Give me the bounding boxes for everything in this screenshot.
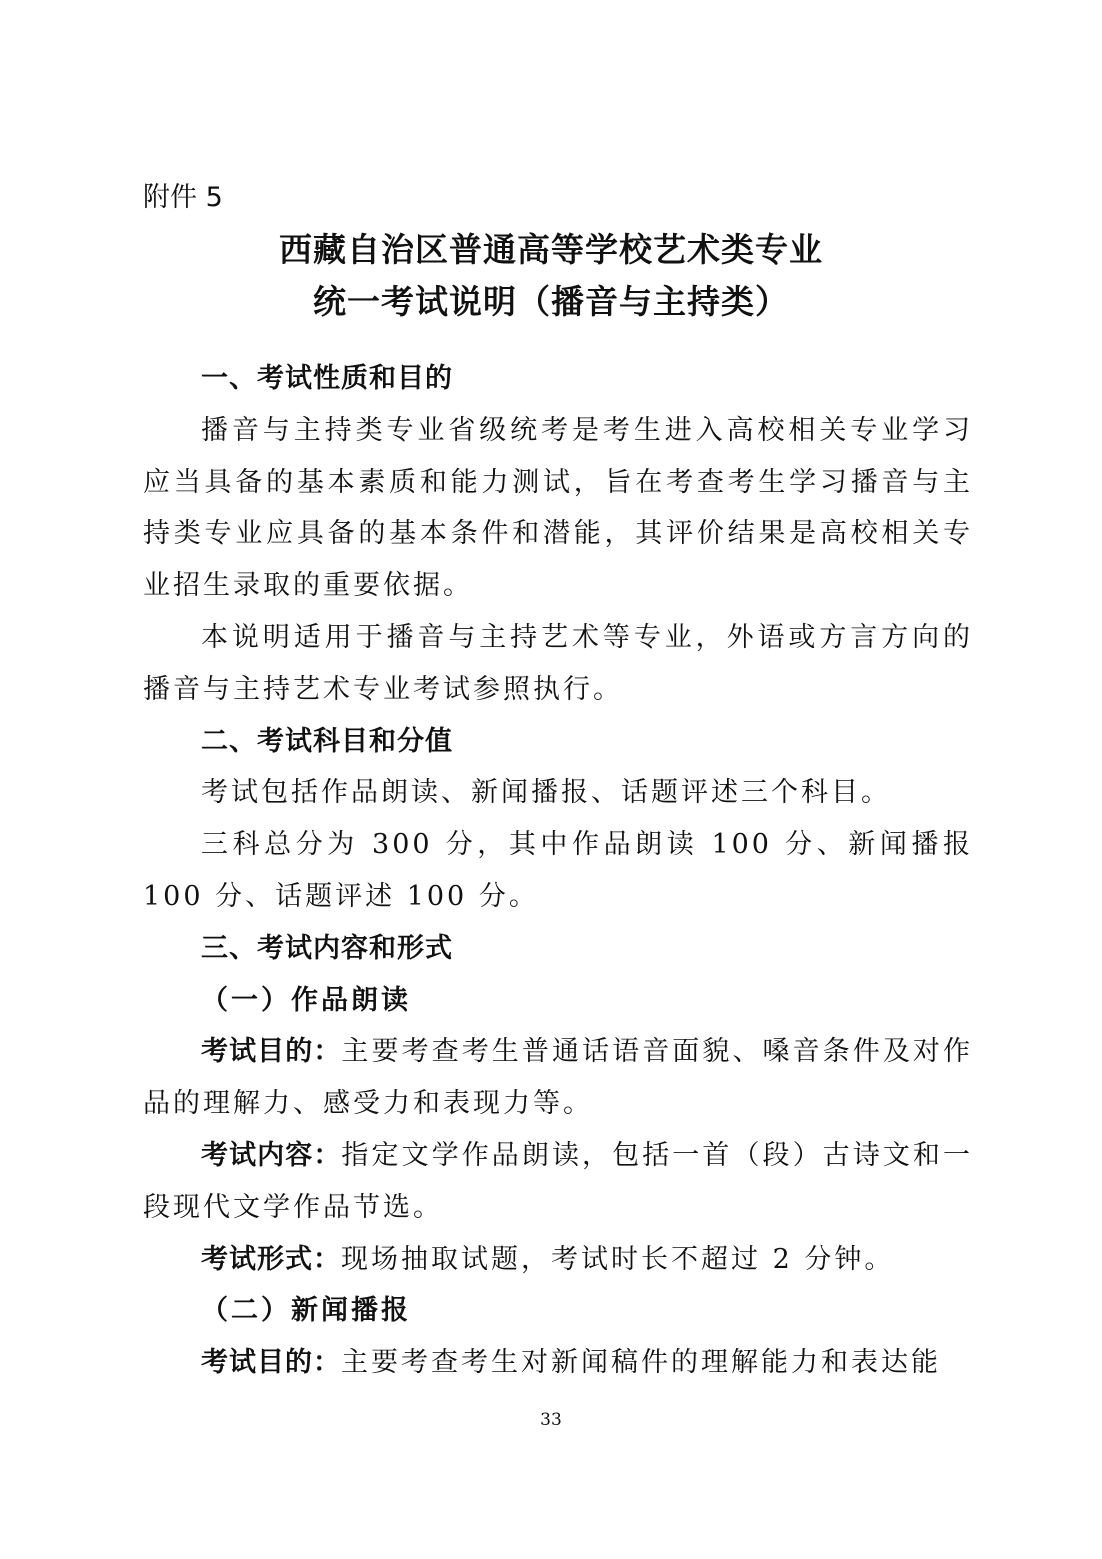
paragraph-content [143,1130,973,1234]
document-title-line-2: 统一考试说明（播音与主持类） [313,282,789,321]
paragraph-form [143,1234,973,1286]
label-purpose: 考试目的： [201,1036,342,1068]
document-body [143,353,973,1389]
label-content: 考试内容： [201,1139,342,1171]
paragraph: 本说明适用于播音与主持艺术等专业，外语或方言方向的播音与主持艺术专业考试参照执行。 [143,621,973,705]
paragraph: 考试包括作品朗读、新闻播报、话题评述三个科目。 [201,777,891,809]
text-purpose-2: 主要考查考生对新闻稿件的理解能力和表达能 [341,1347,941,1379]
paragraph-purpose [143,1026,973,1130]
section-heading-1: 一、考试性质和目的 [201,363,453,394]
paragraph: 播音与主持类专业省级统考是考生进入高校相关专业学习应当具备的基本素质和能力测试，旨在考查考生学习播音与主持类专业应具备的基本条件和潜能，其评价结果是高校相关专业招生录取的重要依据。 [143,414,973,602]
label-purpose-2: 考试目的： [201,1347,341,1379]
subsection-heading-1: （一）作品朗读 [201,984,411,1016]
section-heading-2: 二、考试科目和分值 [201,725,453,757]
subsection-heading-2: （二）新闻播报 [201,1295,411,1327]
section-heading-3: 三、考试内容和形式 [201,932,453,964]
paragraph-purpose-2 [143,1337,973,1389]
text-form: 现场抽取试题，考试时长不超过 2 分钟。 [341,1243,895,1275]
attachment-label: 附件 5 [143,182,223,213]
paragraph: 三科总分为 300 分，其中作品朗读 100 分、新闻播报 100 分、话题评述 100 分。 [143,829,973,912]
document-title-line-1: 西藏自治区普通高等学校艺术类专业 [279,230,823,269]
label-form: 考试形式： [201,1243,341,1275]
text-purpose: 主要考查考生普通话语音面貌、嗓音条件及对作品的理解力、感受力和表现力等。 [143,1036,974,1120]
text-content: 指定文学作品朗读，包括一首（段）古诗文和一段现代文学作品节选。 [143,1139,974,1223]
page-number: 33 [540,1410,562,1430]
